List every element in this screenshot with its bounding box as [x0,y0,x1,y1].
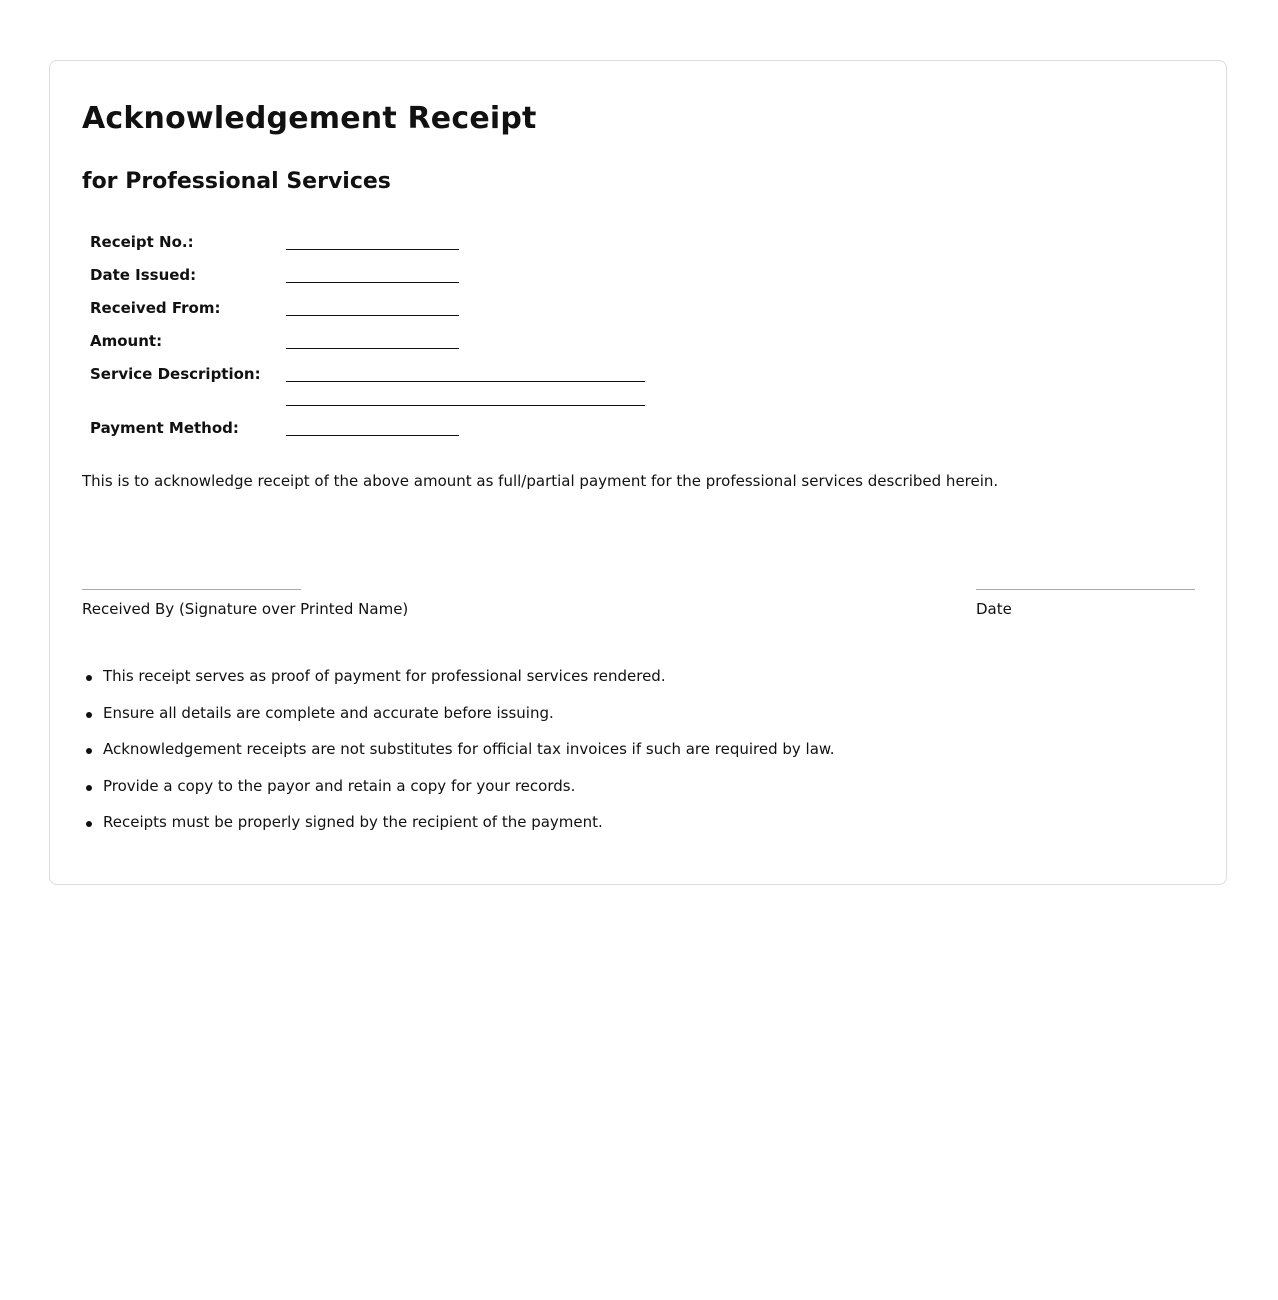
receipt-title: Acknowledgement Receipt [82,101,537,136]
date-label: Date [976,600,1012,618]
note-text: Provide a copy to the payor and retain a copy for your records. [103,776,576,795]
notes-list [83,667,835,850]
field-label: Amount: [90,332,163,350]
blank-line [286,315,459,316]
blank-line [286,435,459,436]
blank-line [286,249,459,250]
list-item [83,813,835,850]
list-item [83,740,835,777]
note-text: Acknowledgement receipts are not substitutes for official tax invoices if such are required by law. [103,740,835,759]
receipt-subtitle: for Professional Services [82,169,391,194]
signature-line [82,589,301,590]
blank-line [286,381,645,382]
field-label: Service Description: [90,365,261,383]
note-text: This receipt serves as proof of payment for professional services rendered. [103,667,666,685]
blank-line [286,405,645,406]
list-item [83,704,835,741]
note-text: Receipts must be properly signed by the recipient of the payment. [103,813,603,832]
bullet-icon [86,785,92,791]
bullet-icon [86,821,92,827]
list-item [83,667,835,704]
acknowledgement-text: This is to acknowledge receipt of the above amount as full/partial payment for the professional services described herein. [82,472,999,490]
blank-line [286,282,459,283]
field-label: Date Issued: [90,266,197,284]
bullet-icon [86,675,92,681]
receipt-card [49,60,1227,885]
bullet-icon [86,712,92,718]
received-by-label: Received By (Signature over Printed Name) [82,600,409,618]
field-label: Receipt No.: [90,233,194,251]
note-text: Ensure all details are complete and accurate before issuing. [103,703,554,722]
list-item [83,777,835,814]
bullet-icon [86,748,92,754]
field-label: Payment Method: [90,419,239,437]
field-label: Received From: [90,299,221,317]
blank-line [286,348,459,349]
date-line [976,589,1195,590]
